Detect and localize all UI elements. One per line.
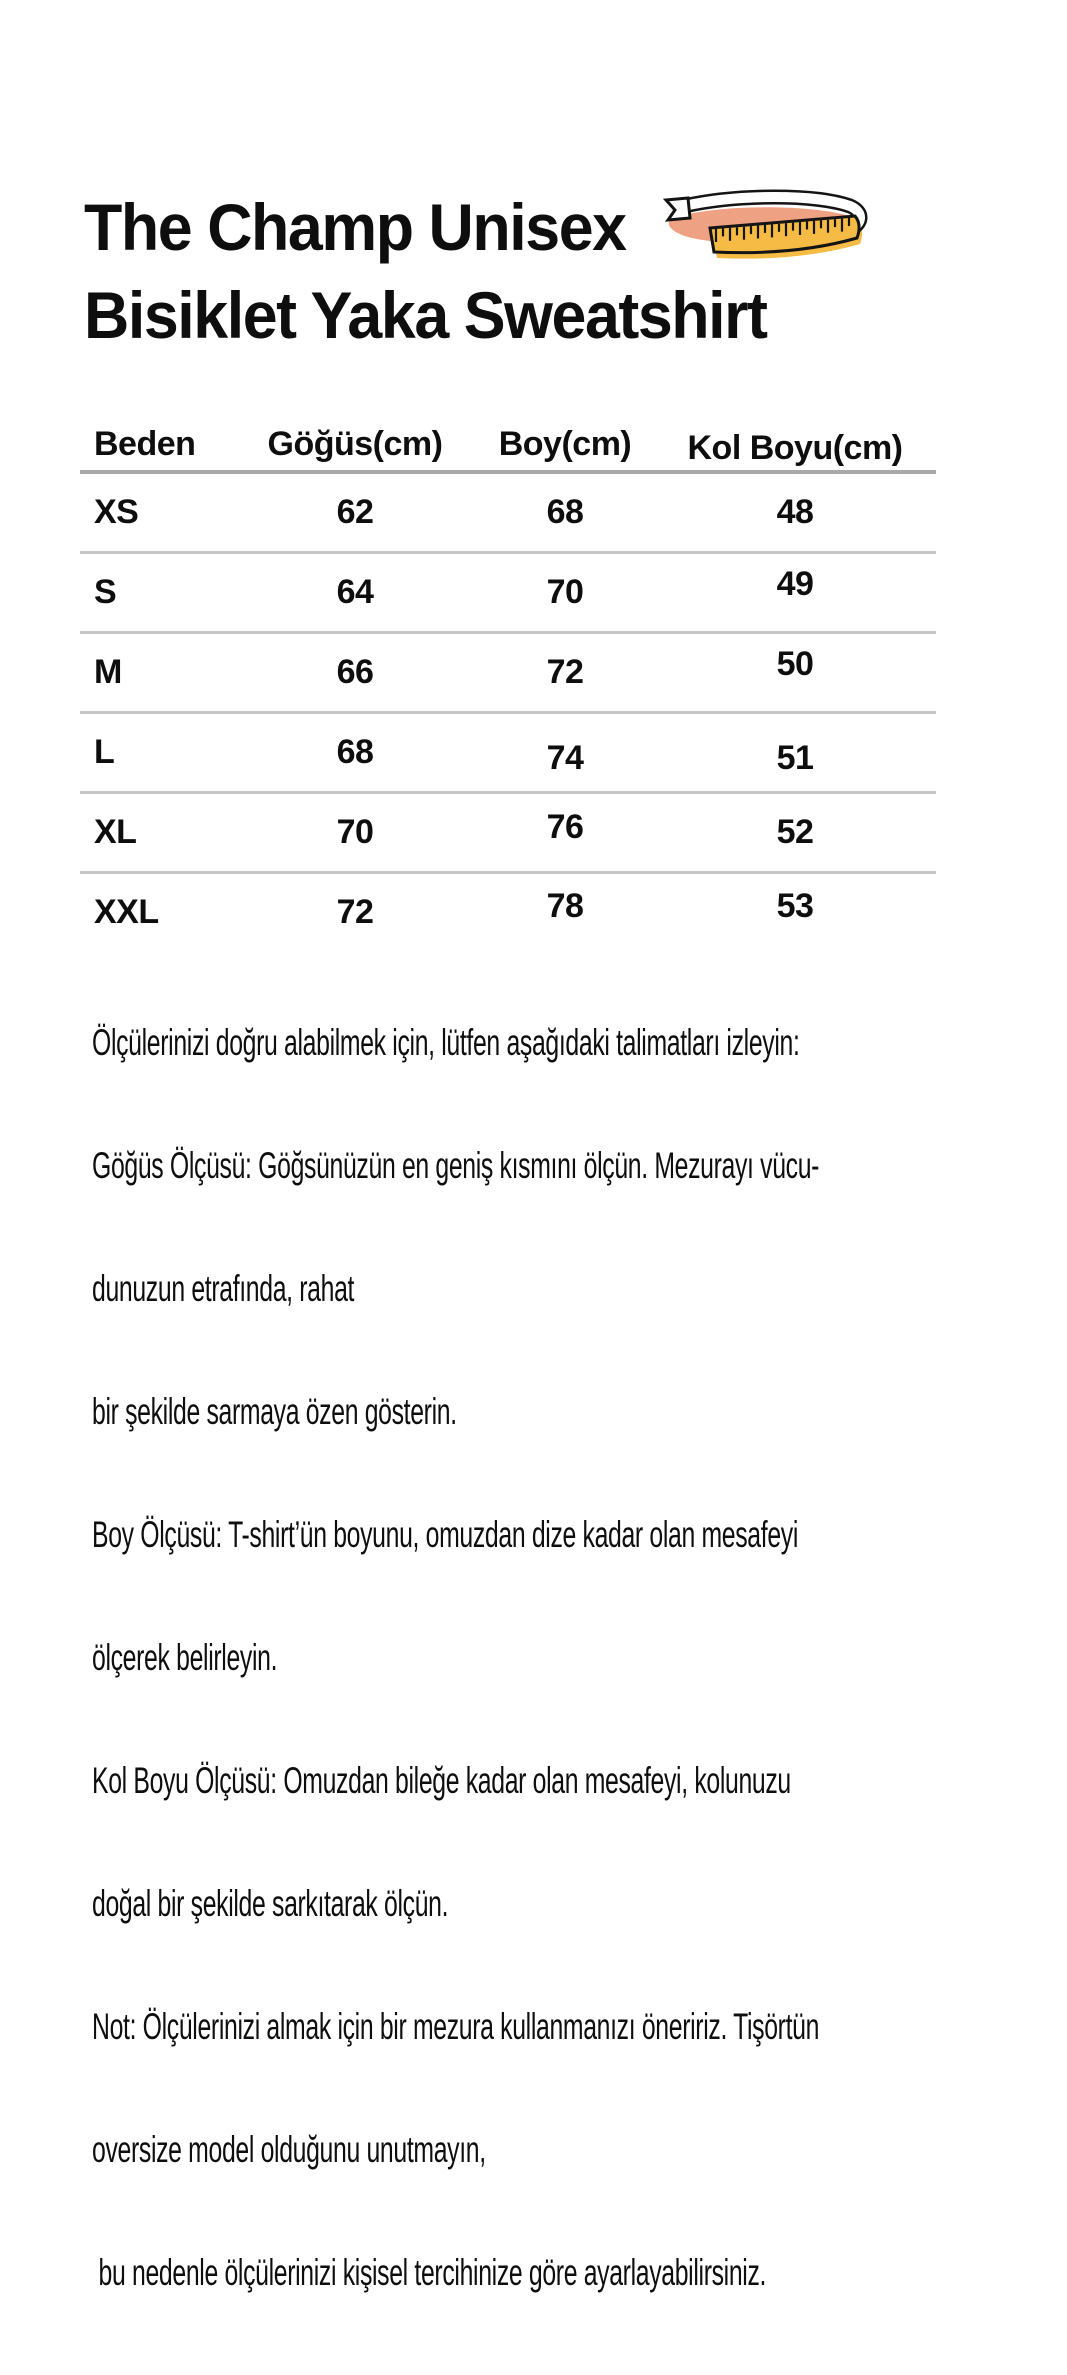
table-row (80, 474, 936, 554)
instruction-line: dunuzun etrafında, rahat (92, 1268, 355, 1309)
header-sleeve: Kol Boyu(cm) (687, 429, 903, 467)
size-label: S (94, 573, 117, 611)
table-row (80, 714, 936, 794)
length-value: 78 (546, 887, 584, 925)
table-row (80, 794, 936, 874)
instruction-line: ölçerek belirleyin. (92, 1637, 278, 1678)
chest-value: 70 (336, 813, 374, 851)
size-label: XL (94, 813, 137, 851)
table-row (80, 634, 936, 714)
length-value: 72 (546, 653, 584, 691)
instruction-line: Boy Ölçüsü: T-shirt’ün boyunu, omuzdan dize kadar olan mesafeyi (92, 1514, 799, 1555)
tape-end (666, 198, 690, 220)
instruction-line: oversize model olduğunu unutmayın, (92, 2129, 486, 2170)
instruction-line: Not: Ölçülerinizi almak için bir mezura kullanmanızı öneririz. Tişörtün (92, 2006, 820, 2047)
table-header-row (80, 408, 936, 474)
sleeve-value: 52 (776, 813, 814, 851)
sleeve-value: 53 (776, 887, 814, 925)
chest-value: 66 (336, 653, 374, 691)
sleeve-value: 48 (776, 493, 814, 531)
header-chest: Göğüs(cm) (267, 425, 443, 463)
sleeve-value: 49 (776, 565, 814, 603)
chest-value: 72 (336, 893, 374, 931)
instruction-line: bir şekilde sarmaya özen gösterin. (92, 1391, 457, 1432)
length-value: 76 (546, 808, 584, 846)
table-row (80, 554, 936, 634)
instruction-line: Kol Boyu Ölçüsü: Omuzdan bileğe kadar olan mesafeyi, kolunuzu (92, 1760, 791, 1801)
page-title-line2: Bisiklet Yaka Sweatshirt (84, 278, 767, 352)
length-value: 70 (546, 573, 584, 611)
header-length: Boy(cm) (498, 425, 632, 463)
size-table (80, 408, 936, 951)
chest-value: 68 (336, 733, 374, 771)
measuring-tape-icon (658, 191, 870, 269)
page-title-line1: The Champ Unisex (84, 190, 626, 264)
instruction-line: Ölçülerinizi doğru alabilmek için, lütfen aşağıdaki talimatları izleyin: (92, 1022, 800, 1063)
header-size: Beden (94, 425, 196, 463)
size-label: L (94, 733, 115, 771)
instruction-line: bu nedenle ölçülerinizi kişisel tercihinize göre ayarlayabilirsiniz. (92, 2252, 767, 2293)
size-label: XS (94, 493, 139, 531)
instruction-line: doğal bir şekilde sarkıtarak ölçün. (92, 1883, 449, 1924)
size-label: M (94, 653, 122, 691)
size-label: XXL (94, 893, 159, 931)
sleeve-value: 50 (776, 645, 814, 683)
sleeve-value: 51 (776, 739, 814, 777)
instruction-line: Göğüs Ölçüsü: Göğsünüzün en geniş kısmını ölçün. Mezurayı vücu- (92, 1145, 820, 1186)
length-value: 68 (546, 493, 584, 531)
length-value: 74 (546, 739, 584, 777)
chest-value: 62 (336, 493, 374, 531)
measurement-instructions (92, 940, 1030, 2375)
chest-value: 64 (336, 573, 374, 611)
